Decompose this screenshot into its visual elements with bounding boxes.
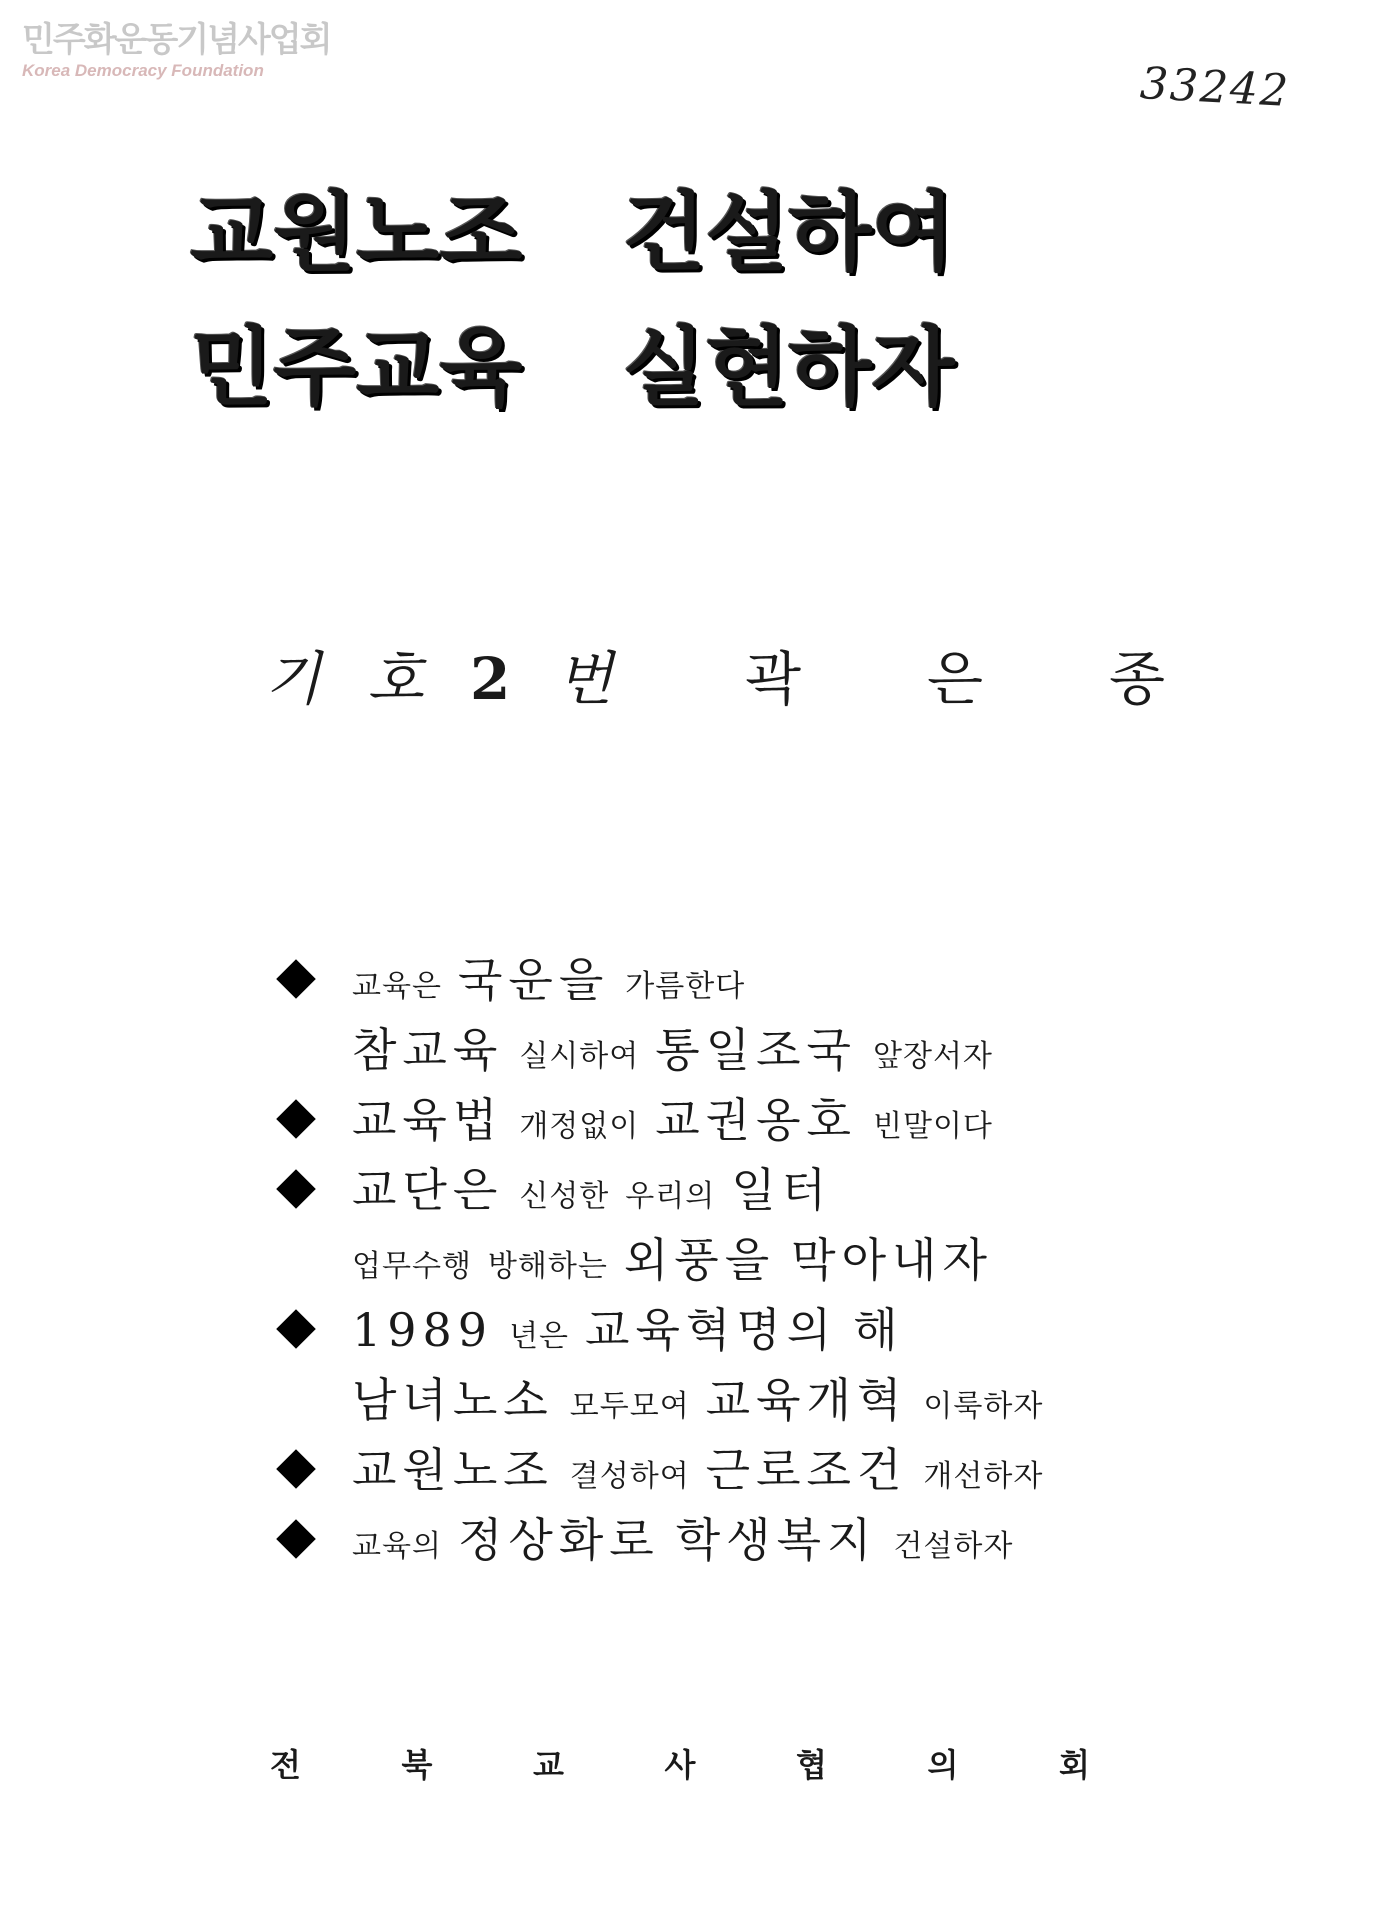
watermark-korean: 민주화운동기념사업회 — [22, 20, 331, 60]
slogan-line — [278, 1085, 1078, 1155]
slogan-phrase-small: 실시하여 — [519, 1039, 640, 1074]
slogan-line — [278, 1505, 1078, 1575]
slogan-phrase-large: 막아내자 — [791, 1233, 993, 1287]
headline-line-2 — [190, 318, 1130, 418]
diamond-bullet-icon — [276, 1309, 316, 1349]
slogan-phrase-large: 통일조국 — [655, 1023, 857, 1077]
footer-char: 전 — [270, 1746, 301, 1784]
candidate-number-label — [265, 632, 627, 716]
slogan-phrase-large: 외풍을 — [623, 1233, 776, 1287]
candidate-label-suffix: 번 — [556, 645, 627, 713]
slogan-phrase-small: 년은 — [509, 1319, 570, 1354]
slogan-line — [278, 1435, 1078, 1505]
slogan-phrase-large: 일터 — [731, 1163, 833, 1217]
slogan-phrase-small: 업무수행 — [352, 1249, 472, 1284]
footer-char: 의 — [927, 1746, 959, 1784]
footer-char: 회 — [1059, 1746, 1090, 1784]
footer-char: 사 — [664, 1746, 696, 1784]
handwritten-document-number: 33242 — [1138, 58, 1292, 117]
slogan-phrase-small: 교육의 — [352, 1529, 442, 1564]
slogan-phrase-small: 신성한 — [519, 1179, 610, 1214]
slogan-phrase-small: 모두모여 — [569, 1389, 690, 1424]
slogan-phrase-small: 우리의 — [625, 1179, 716, 1214]
slogan-phrase-large: 교육혁명의 — [585, 1303, 838, 1357]
slogan-line — [278, 1225, 1078, 1295]
slogan-phrase-small: 개선하자 — [923, 1459, 1044, 1494]
headline-phrase: 건설하여 — [622, 183, 955, 283]
slogan-phrase-large: 학생복지 — [675, 1513, 878, 1567]
slogan-phrase-small: 이룩하자 — [923, 1389, 1044, 1424]
slogan-phrase-small: 빈말이다 — [872, 1109, 993, 1144]
candidate-name — [745, 632, 1165, 716]
slogan-line — [278, 1295, 1078, 1365]
slogan-phrase-large: 교육법 — [352, 1093, 504, 1147]
slogan-phrase-large: 정상화로 — [457, 1513, 660, 1567]
slogan-phrase-small: 방해하는 — [487, 1249, 608, 1284]
slogan-phrase-large: 교단은 — [352, 1163, 504, 1217]
slogan-phrase-large: 참교육 — [352, 1023, 504, 1077]
candidate-line — [265, 632, 1165, 713]
footer-char: 북 — [401, 1746, 433, 1784]
diamond-bullet-icon — [276, 959, 316, 999]
headline-phrase: 교원노조 — [190, 183, 523, 283]
headline-phrase: 실현하자 — [622, 318, 955, 418]
footer-char: 협 — [796, 1746, 827, 1784]
candidate-name-char: 곽 — [745, 645, 802, 713]
footer-char: 교 — [533, 1746, 564, 1784]
slogan-line — [278, 945, 1078, 1015]
slogan-phrase-large: 근로조건 — [705, 1443, 908, 1497]
candidate-number: 2 — [469, 645, 525, 713]
slogan-phrase-small: 개정없이 — [519, 1109, 640, 1144]
slogan-phrase-large: 남녀노소 — [352, 1373, 554, 1427]
diamond-bullet-icon — [276, 1099, 316, 1139]
slogan-phrase-large: 교원노조 — [352, 1443, 554, 1497]
slogan-line — [278, 1365, 1078, 1435]
slogan-phrase-large: 해 — [853, 1303, 904, 1357]
slogan-phrase-large: 국운을 — [457, 953, 610, 1007]
slogan-phrase-large: 교육개혁 — [705, 1373, 908, 1427]
headline-phrase: 민주교육 — [190, 318, 523, 418]
diamond-bullet-icon — [276, 1449, 316, 1489]
candidate-label-prefix: 기 호 — [265, 645, 438, 713]
slogan-phrase-small: 건설하자 — [893, 1529, 1014, 1564]
watermark — [22, 20, 330, 82]
slogan-phrase-small: 결성하여 — [569, 1459, 690, 1494]
slogan-phrase-small: 가름한다 — [625, 969, 746, 1004]
slogan-list — [278, 945, 1078, 1575]
footer-organization — [270, 1740, 1090, 1786]
slogan-phrase-large: 교권옹호 — [655, 1093, 857, 1147]
diamond-bullet-icon — [276, 1519, 316, 1559]
headline-line-1 — [190, 183, 1130, 283]
diamond-bullet-icon — [276, 1169, 316, 1209]
slogan-phrase-small: 앞장서자 — [872, 1039, 993, 1074]
slogan-line — [278, 1015, 1078, 1085]
candidate-name-char: 은 — [926, 645, 984, 713]
watermark-english: Korea Democracy Foundation — [22, 61, 264, 80]
candidate-name-char: 종 — [1108, 645, 1165, 713]
slogan-phrase-small: 교육은 — [352, 969, 442, 1004]
slogan-line — [278, 1155, 1078, 1225]
slogan-phrase-large: 1989 — [352, 1303, 494, 1357]
